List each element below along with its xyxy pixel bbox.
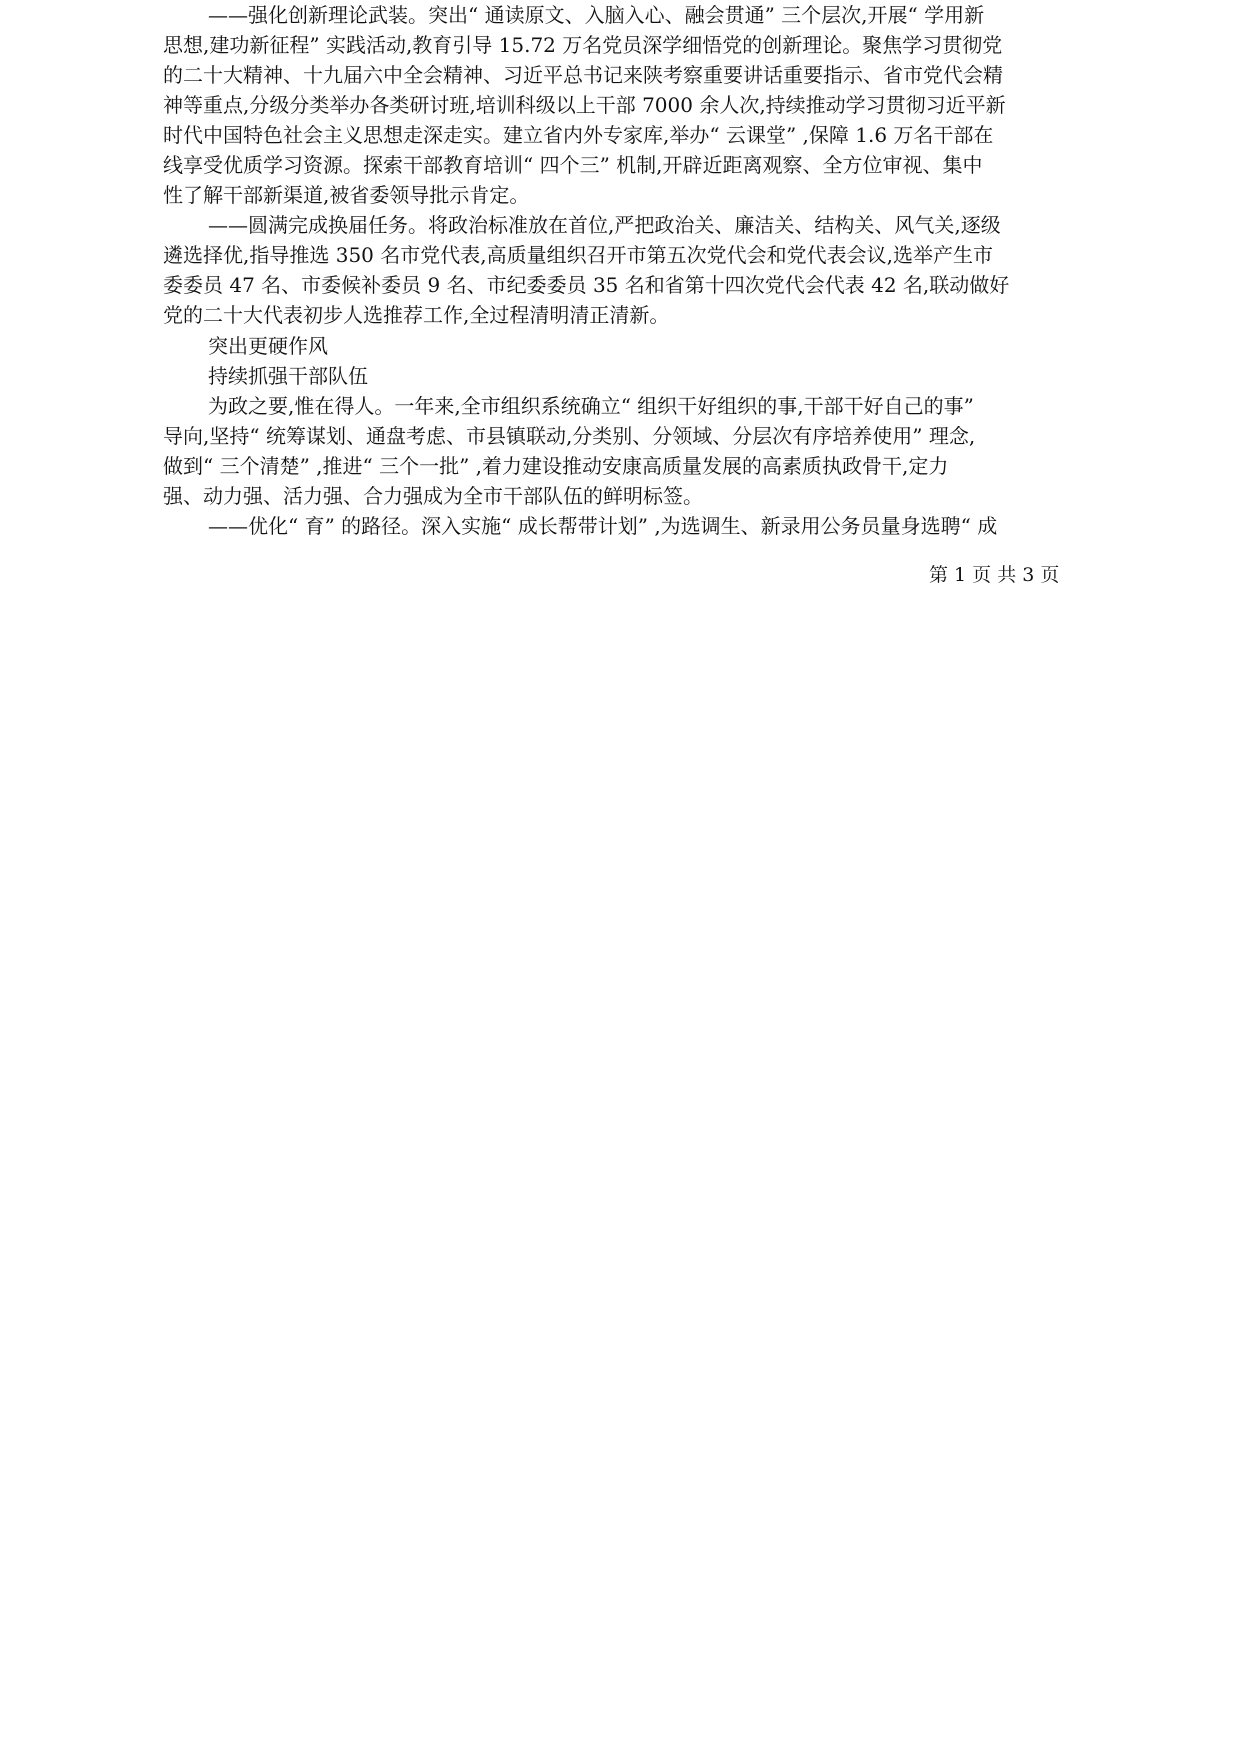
text-line: 线享受优质学习资源。探索干部教育培训“ 四个三” 机制,开辟近距离观察、全方位审视、集中 [163,153,983,177]
text-line: 做到“ 三个清楚” ,推进“ 三个一批” ,着力建设推动安康高质量发展的高素质执政骨干,定力 [163,454,949,478]
text-line: 的二十大精神、十九届六中全会精神、习近平总书记来陕考察重要讲话重要指示、省市党代会精 [163,63,1003,87]
text-line: ——强化创新理论武装。突出“ 通读原文、入脑入心、融会贯通” 三个层次,开展“ 学用新 [208,3,985,27]
text-line: 思想,建功新征程” 实践活动,教育引导 15.72 万名党员深学细悟党的创新理论。聚焦学习贯彻党 [163,33,1003,57]
page-number: 第 1 页 共 3 页 [929,564,1060,586]
text-line: 遴选择优,指导推选 350 名市党代表,高质量组织召开市第五次党代会和党代表会议,选举产生市 [163,243,993,267]
text-line: 党的二十大代表初步人选推荐工作,全过程清明清正清新。 [163,303,670,327]
text-line: 性了解干部新渠道,被省委领导批示肯定。 [163,183,530,207]
text-line: 神等重点,分级分类举办各类研讨班,培训科级以上干部 7000 余人次,持续推动学习贯彻习近平新 [163,93,1006,117]
text-line: 导向,坚持“ 统筹谋划、通盘考虑、市县镇联动,分类别、分领域、分层次有序培养使用” 理念, [163,424,976,448]
section-heading: 突出更硬作风 [208,334,328,358]
text-line: ——圆满完成换届任务。将政治标准放在首位,严把政治关、廉洁关、结构关、风气关,逐级 [208,213,1001,237]
text-line: 时代中国特色社会主义思想走深走实。建立省内外专家库,举办“ 云课堂” ,保障 1.6 万名干部在 [163,123,994,147]
text-line: 委委员 47 名、市委候补委员 9 名、市纪委委员 35 名和省第十四次党代会代表 42 名,联动做好 [163,273,1010,297]
text-line: 为政之要,惟在得人。一年来,全市组织系统确立“ 组织干好组织的事,干部干好自己的事” [208,394,974,418]
section-heading: 持续抓强干部队伍 [208,364,368,388]
text-line: ——优化“ 育” 的路径。深入实施“ 成长帮带计划” ,为选调生、新录用公务员量身选聘“ 成 [208,514,998,538]
text-line: 强、动力强、活力强、合力强成为全市干部队伍的鲜明标签。 [163,484,703,508]
